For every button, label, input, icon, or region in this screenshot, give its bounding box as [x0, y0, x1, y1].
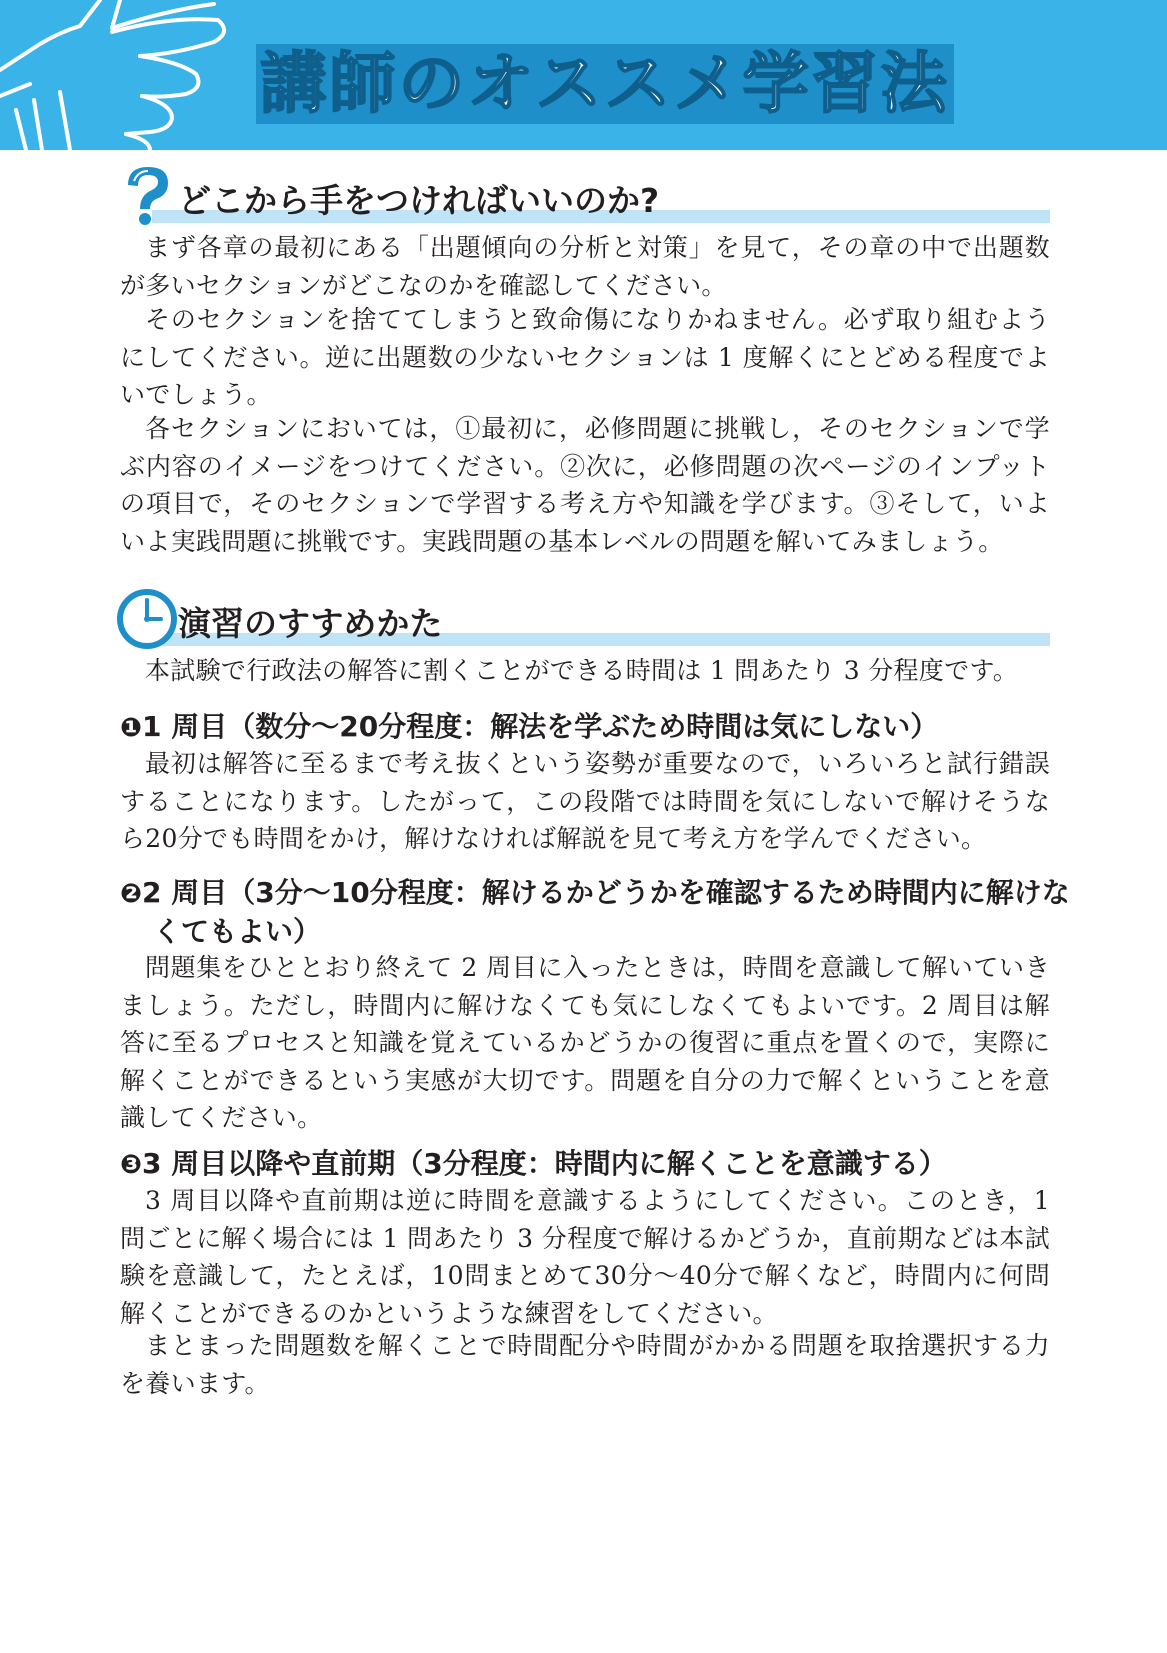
- paragraph: 本試験で行政法の解答に割くことができる時間は 1 問あたり 3 分程度です。: [145, 656, 1019, 685]
- section-title: 演習のすすめかた: [178, 604, 443, 643]
- step-title: 2 周目（3分～10分程度：解けるかどうかを確認するため時間内に解けなくてもよい）: [142, 876, 1070, 948]
- section-header-practice-method: [116, 588, 1050, 652]
- question-mark-icon: [116, 165, 180, 229]
- pointing-hand-icon: [0, 0, 250, 150]
- paragraph: まとまった問題数を解くことで時間配分や時間がかかる問題を取捨選択する力を養います。: [120, 1331, 1050, 1398]
- step-heading: [120, 1145, 1083, 1184]
- paragraph: 各セクションにおいては，①最初に，必修問題に挑戦し，そのセクションで学ぶ内容のイメージをつけてください。②次に，必修問題の次ページのインプットの項目で，そのセクションで学習する考え方や知識を学びます。③そして，いよいよ実践問題に挑戦です。実践問題の基本レベルの問題を解いてみましょう。: [120, 414, 1050, 556]
- section-header-where-to-start: [116, 165, 1050, 229]
- paragraph: まず各章の最初にある「出題傾向の分析と対策」を見て，その章の中で出題数が多いセクションがどこなのかを確認してください。: [120, 233, 1050, 300]
- paragraph: 3 周目以降や直前期は逆に時間を意識するようにしてください。このとき，1 問ごとに解く場合には 1 問あたり 3 分程度で解けるかどうか，直前期などは本試験を意識して，たとえば，10問まとめて30分～40分で解くなど，時間内に何問解くことができるのかというような練習をしてください。: [120, 1186, 1050, 1328]
- paragraph: そのセクションを捨ててしまうと致命傷になりかねません。必ず取り組むようにしてください。逆に出題数の少ないセクションは 1 度解くにとどめる程度でよいでしょう。: [120, 305, 1050, 409]
- step-title: 3 周目以降や直前期（3分程度：時間内に解くことを意識する）: [142, 1147, 947, 1180]
- paragraph: 最初は解答に至るまで考え抜くという姿勢が重要なので，いろいろと試行錯誤することになります。したがって，この段階では時間を気にしないで解けそうなら20分でも時間をかけ，解けなければ解説を見て考え方を学んでください。: [120, 749, 1050, 853]
- step-heading: [120, 874, 1083, 951]
- step-number: ❶: [120, 713, 143, 743]
- step-number: ❸: [120, 1150, 143, 1180]
- step-heading: [120, 708, 1083, 747]
- step-number: ❷: [120, 879, 143, 909]
- step-title: 1 周目（数分～20分程度：解法を学ぶため時間は気にしない）: [142, 710, 939, 743]
- paragraph: 問題集をひととおり終えて 2 周目に入ったときは，時間を意識して解いていきましょう。ただし，時間内に解けなくても気にしなくてもよいです。2 周目は解答に至るプロセスと知識を覚えているかどうかの復習に重点を置くので，実際に解くことができるという実感が大切です。問題を自分の力で解くということを意識してください。: [120, 953, 1050, 1132]
- clock-icon: [116, 588, 180, 652]
- page-title: 講師のオススメ学習法: [260, 45, 950, 122]
- section-title: どこから手をつければいいのか?: [178, 181, 660, 220]
